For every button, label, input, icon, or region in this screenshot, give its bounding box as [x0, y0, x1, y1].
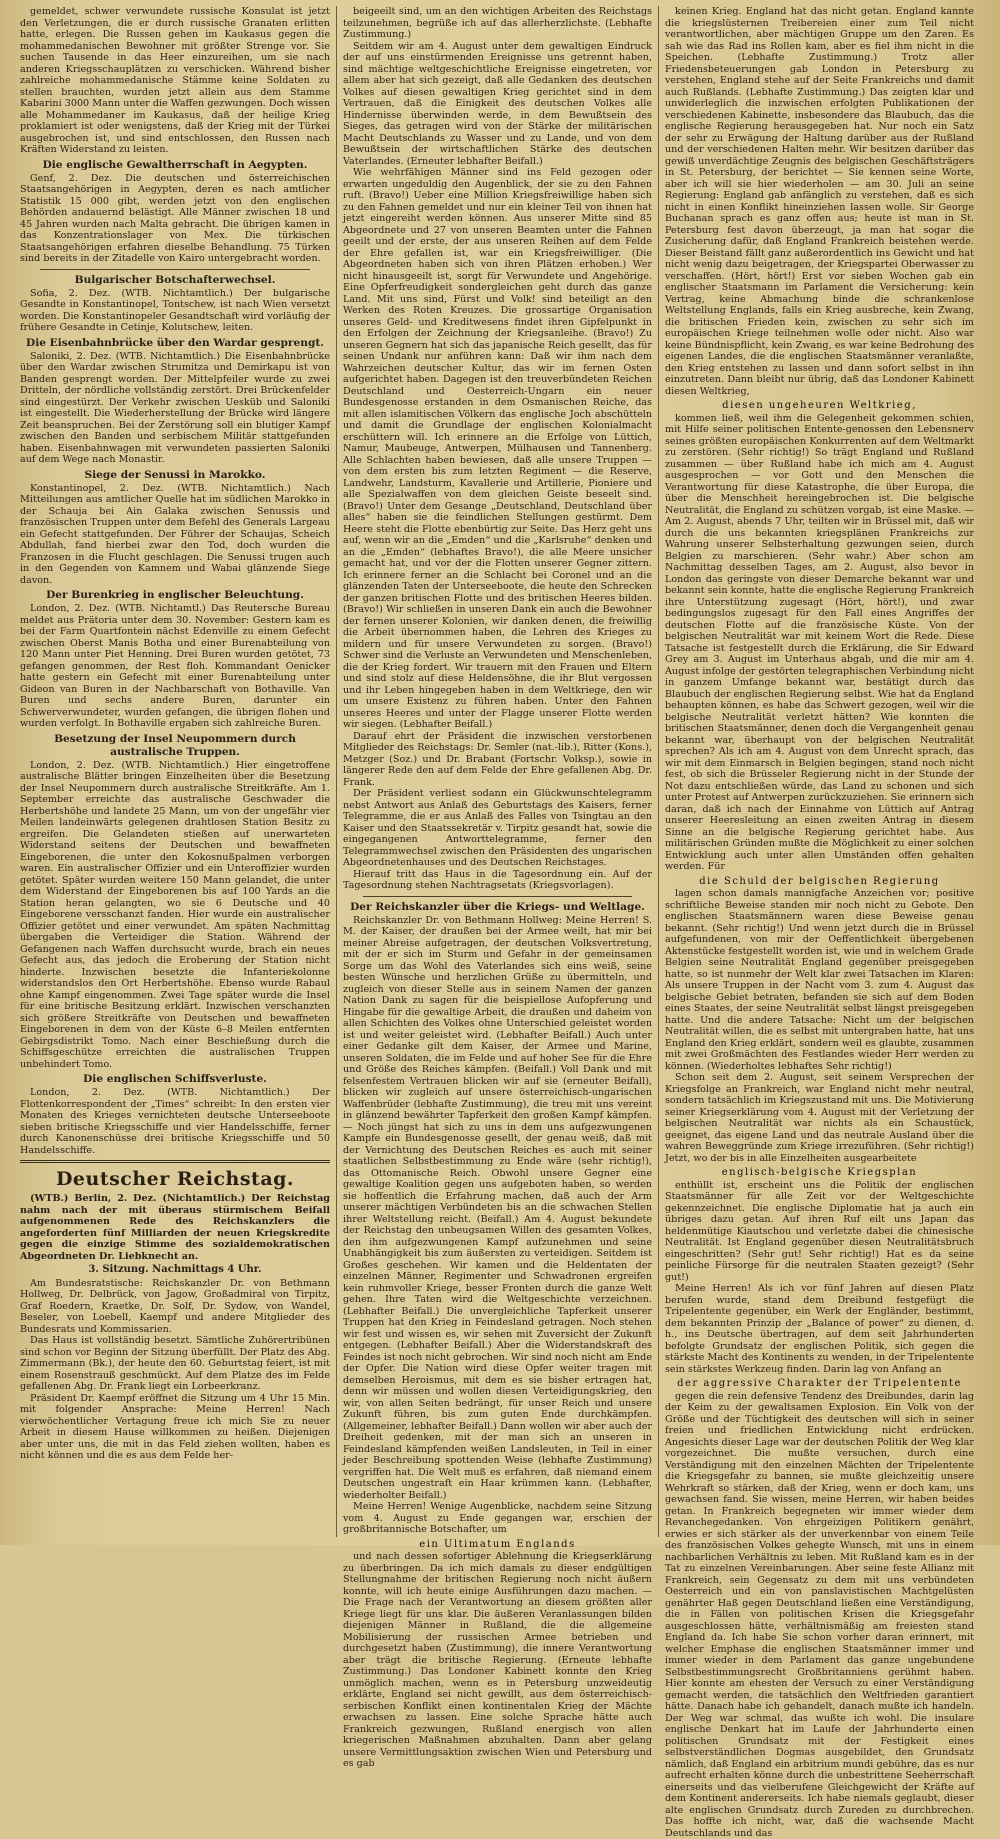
- article-text: Hierauf tritt das Haus in die Tagesordnung ein. Auf der Tagesordnung stehen Nachtragsetats (Kriegsvorlagen).: [343, 869, 652, 892]
- article-text: keinen Krieg. England hat das nicht getan. England kannte die kriegslüsternen Treibereien einer zum Teil nicht verantwortlichen, aber mächtigen Gruppe um den Zaren. Es sah wie das Rad ins Rollen kam, aber es fiel ihm nicht in die Speichen. (Lebhafte Zustimmung.) Trotz aller Friedensbeteuerungen gab London in Petersburg zu verstehen, England stehe auf der Seite Frankreichs und damit auch Rußlands. (Lebhafte Zustimmung.) Das zeigten klar und unwiderleglich die inzwischen erfolgten Publikationen der verschiedenen Kabinette, insbesondere das Blaubuch, das die englische Regierung herausgegeben hat. Nur noch ein Satz der sehr zu Erwägung der Haltung darüber aus der Rußland und der verschiedenen Halten mehr. Wir besitzen darüber das gewiß unverdächtige Zeugnis des belgischen Geschäftsträgers in St. Petersburg, der berichtet — Sie kennen seine Worte, aber ich will sie hier wiederholen — am 30. Juli an seine Regierung: England gab anfänglich zu verstehen, daß es sich nicht in einen Konflikt hineinziehen lassen wolle. Sir George Buchanan sprach es ganz offen aus; heute ist man in St. Petersburg fest davon überzeugt, ja man hat sogar die Zusicherung dafür, daß England Frankreich beistehen werde. Dieser Beistand fällt ganz außerordentlich ins Gewicht und hat nicht wenig dazu beigetragen, der Kriegspartei Oberwasser zu verschaffen. (Hört, hört!) Erst vor sieben Wochen gab ein englischer Staatsmann im Parlament die Versicherung: kein Vertrag, keine Abmachung binde die schrankenlose Weltstellung Englands, falls ein Krieg ausbreche, kein Zwang, die britischen Frieden kein, zwischen zu sehr sich im europäischen Kriege teilnehmen wolle oder nicht. Also war keine Bündnispflicht, kein Zwang, es war keine Bedrohung des eigenen Landes, die die englischen Staatsmänner veranlaßte, den Krieg entstehen zu lassen und dann sofort selbst in ihn einzutreten. Dann bleibt nur übrig, daß das Londoner Kabinett diesen Weltkrieg,: [665, 6, 974, 397]
- column-2: [336, 6, 658, 1537]
- article-text: Genf, 2. Dez. Die deutschen und österreichischen Staatsangehörigen in Aegypten, deren es nach amtlicher Statistik 15 000 gibt, werden jetzt von den englischen Behörden andauernd belästigt. Alle Männer zwischen 18 und 45 Jahren wurden nach Malta gebracht. Die übrigen kamen in das Konzentrationslager von Mex. Die türkischen Staatsangehörigen erfahren dieselbe Behandlung. 75 Türken sind bereits in der Zitadelle von Kairo untergebracht worden.: [20, 173, 330, 265]
- article-text: Reichskanzler Dr. von Bethmann Hollweg: Meine Herren! S. M. der Kaiser, der draußen bei der Armee weilt, hat mir bei meiner Abreise aufgetragen, der deutschen Volksvertretung, mit der er sich im Sturm und Gefahr in der gemeinsamen Sorge um das Wohl des Vaterlandes sich eins weiß, seine besten Wünsche und herzlichen Grüße zu übermitteln, und zugleich von dieser Stelle aus in seinem Namen der ganzen Nation Dank zu sagen für die beispiellose Aufopferung und Hingabe für die gewaltige Arbeit, die draußen und daheim von allen Schichten des Volkes ohne Unterschied geleistet worden ist und weiter geleistet wird. (Lebhafter Beifall.) Auch unter einer Gedanke gilt dem Kaiser, der Armee und Marine, unseren Soldaten, die im Felde und auf hoher See für die Ehre und Größe des Reiches kämpfen. (Beifall.) Voll Dank und mit felsenfestem Vertrauen blicken wir auf sie (erneuter Beifall), blicken wir zugleich auf unsere österreichisch-ungarischen Waffenbrüder (lebhafte Zustimmung), die treu mit uns vereint in glänzend bewährter Tapferkeit den großen Kampf kämpfen. — Noch jüngst hat sich zu uns in dem uns aufgezwungenen Kampfe ein Bundesgenosse gesellt, der genau weiß, daß mit der Vernichtung des Deutschen Reiches es auch mit seiner staatlichen Selbstbestimmung zu Ende wäre (sehr richtig!), das Ottomanische Reich. Obwohl unsere Gegner eine gewaltige Koalition gegen uns aufgeboten haben, so werden sie hoffentlich die Erfahrung machen, daß auch der Arm unserer mächtigen Verbündeten bis an die schwachen Stellen ihrer Weltstellung reicht. (Beifall.) Am 4. August bekundete der Reichstag den unbeugsamen Willen des gesamten Volkes, den ihm aufgezwungenen Kampf aufzunehmen und seine Unabhängigkeit bis zum äußersten zu verteidigen. Seitdem ist Großes geschehen. Wir kamen und die Heldentaten der einzelnen Männer, Regimenter und Schwadronen ergreifen kein ruhmvoller Kriege, besser Fronten durch die ganze Welt gehen. Ihre Taten wird die Weltgeschichte verzeichnen. (Lebhafter Beifall.) Die unvergleichliche Tapferkeit unserer Truppen hat den Krieg in Feindesland getragen. Noch stehen wir fest und wissen es, wir sehen mit Zuversicht der Zukunft entgegen. (Lebhafter Beifall.) Aber die Widerstandskraft des Feindes ist noch nicht gebrochen. Wir sind noch nicht am Ende der Opfer. Die Nation wird diese Opfer weiter tragen mit demselben Heroismus, mit dem es sie bisher ertragen hat, denn wir müssen und wollen diesen Verteidigungskrieg, den wir, von allen Seiten bedrängt, für unser Reich und unsere Zukunft führen, bis zum guten Ende durchkämpfen. (Allgemeiner, lebhafter Beifall.) Dann wollen wir aber auch der Dreiheit gedenken, mit der man sich an unseren in Feindesland kämpfenden weißen Landsleuten, in Teil in einer jeder Beschreibung spottenden Weise (lebhafte Zustimmung) vergriffen hat. Die Welt muß es erfahren, daß niemand einem Deutschen ungestraft ein Haar krümmen kann. (Lebhafter, wiederholter Beifall.): [343, 915, 652, 1502]
- article-text: Sofia, 2. Dez. (WTB. Nichtamtlich.) Der bulgarische Gesandte in Konstantinopel, Tontschew, ist nach Wien versetzt worden. Die Konstantinopeler Gesandtschaft wird vorläufig der frühere Gesandte in Cetinje, Kolutschew, leiten.: [20, 288, 330, 334]
- headline-neupommern: Besetzung der Insel Neupommern durch australische Truppen.: [20, 733, 330, 759]
- article-text: Präsident Dr. Kaempf eröffnet die Sitzung um 4 Uhr 15 Min. mit folgender Ansprache: Meine Herren! Nach vierwöchentlicher Vertagung freue ich mich Sie zu neuer Arbeit in diesem Hause willkommen zu heißen. Diejenigen aber unter uns, die mit in das Feld ziehen wollten, haben es nicht können und die es aus dem Felde her-: [20, 1393, 330, 1462]
- article-text: Am Bundesratstische: Reichskanzler Dr. von Bethmann Hollweg, Dr. Delbrück, von Jagow, Großadmiral von Tirpitz, Graf Roedern, Kraetke, Dr. Solf, Dr. Sydow, von Wandel, Beseler, von Loebell, Kaempf und andere Mitglieder des Bundesrats und Kommissarien.: [20, 1278, 330, 1336]
- article-text: London, 2. Dez. (WTB. Nichtamtl.) Das Reutersche Bureau meldet aus Prätoria unter dem 30. November: Gestern kam es bei der Farm Quartfontein nächst Edenville zu einem Gefecht zwischen Oberst Manis Botha und einer Burenabteilung von 120 Mann unter Piet Henning. Drei Buren wurden getötet, 73 gefangen genommen, der Rest floh. Kommandant Oenicker hatte gestern ein Gefecht mit einer Burenabteilung unter Gideon van Buren in der Nachbarschaft von Bothaville. Van Buren und sechs andere Buren, darunter ein Schwerverwundeter, wurden gefangen, die übrigen flohen und wurden verfolgt. In Bothaville ergaben sich zahlreiche Buren.: [20, 603, 330, 730]
- headline-senussi: Siege der Senussi in Marokko.: [20, 469, 330, 482]
- article-text: gegen die rein defensive Tendenz des Dreibundes, darin lag der Keim zu der gewaltsamen Explosion. Ein Volk von der Größe und der Tüchtigkeit des deutschen will sich in seiner freien und friedlichen Entwicklung nicht erdrücken. Angesichts dieser Lage war der deutschen Politik der Weg klar vorgezeichnet. Die mußte versuchen, durch eine Verständigung mit den einzelnen Mächten der Tripelentente die Kriegsgefahr zu bannen, sie mußte gleichzeitig unsere Wehrkraft so stärken, daß der Krieg, wenn er doch kam, uns gewachsen fand. Sie wissen, meine Herren, wir haben beides getan. In Frankreich begegneten wir immer wieder dem Revanchegedanken. Von ehrgeizigen Politikern genährt, erwies er sich stärker als der unverkennbar von einem Teile des französischen Volkes gehegte Wunsch, mit uns in einem nachbarlichen Verhältnis zu leben. Mit Rußland kam es in der Tat zu einzelnen Vereinbarungen. Aber seine feste Allianz mit Frankreich, sein Gegensatz zu dem mit uns verbündeten Oesterreich und ein von panslavistischen Machtgelüsten genährter Haß gegen Deutschland ließen eine Verständigung, die in Fällen von politischen Krisen die Kriegsgefahr ausgeschlossen hätte, verhältnismäßig am freiesten stand England da. Ich habe Sie schon vorher daran erinnert, mit welcher Emphase die englischen Staatsmänner immer und immer wieder in dem Parlament das ganze ungebundene Selbstbestimmungsrecht Großbritanniens gerühmt haben. Hier konnte am ehesten der Versuch zu einer Verständigung gemacht werden, die tatsächlich den Weltfrieden garantiert hätte. Danach habe ich gehandelt, danach mußte ich handeln. Der Weg war schmal, das wußte ich wohl. Die insulare englische Denkart hat im Laufe der Jahrhunderte einen politischen Grundsatz mit der Festigkeit eines selbstverständlichen Dogmas ausgebildet, den Grundsatz nämlich, daß England ein arbitrium mundi gebühre, das es nur aufrecht erhalten könne durch die unbestrittene Seeherrschaft einerseits und das vielberufene Gleichgewicht der Kräfte auf dem Kontinent andererseits. Ich habe niemals geglaubt, dieser alte englischen Grundsatz durch Zureden zu durchbrechen. Das hoffte ich nicht, war, daß die wachsende Macht Deutschlands und das: [665, 1391, 974, 1839]
- article-text: Saloniki, 2. Dez. (WTB. Nichtamtlich.) Die Eisenbahnbrücke über den Wardar zwischen Strumitza und Demirkapu ist von Banden gesprengt worden. Der Mittelpfeiler wurde zu zwei Dritteln, der nördliche vollständig zerstört. Drei Brückenfelder sind eingestürzt. Der Verkehr zwischen Uesküb und Saloniki ist eingestellt. Die Wiederherstellung der Brücke wird längere Zeit beanspruchen. Bei der Zerstörung soll ein blutiger Kampf zwischen den Banden und serbischem Militär stattgefunden haben. Eisenbahnwagen mit verwundeten passierten Saloniki auf dem Wege nach Monastir.: [20, 351, 330, 466]
- article-text: Schon seit dem 2. August, seit seinem Versprechen der Kriegsfolge an Frankreich, war England nicht mehr neutral, sondern tatsächlich im Kriegszustand mit uns. Die Motivierung seiner Kriegserklärung vom 4. August mit der Verletzung der belgischen Neutralität war nichts als ein Schaustück, geeignet, das eigene Land und das neutrale Ausland über die wahren Beweggründe zum Kriege irrezuführen. (Sehr richtig!) Jetzt, wo der bis in alle Einzelheiten ausgearbeitete: [665, 1072, 974, 1164]
- divider: [40, 269, 310, 270]
- article-text: Das Haus ist vollständig besetzt. Sämtliche Zuhörertribünen sind schon vor Beginn der Sitzung überfüllt. Der Platz des Abg. Zimmermann (Bk.), der heute den 60. Geburtstag feiert, ist mit einem Rosenstrauß geschmückt. Auf dem Platze des im Felde gefallenen Abg. Dr. Frank liegt ein Lorbeerkranz.: [20, 1335, 330, 1393]
- session-label: 3. Sitzung. Nachmittags 4 Uhr.: [20, 1264, 330, 1276]
- column-1: [14, 6, 336, 1537]
- article-text: Der Präsident verliest sodann ein Glückwunschtelegramm nebst Antwort aus Anlaß des Geburtstags des Kaisers, ferner Telegramme, die er aus Anlaß des Falles von Tsingtau an den Kaiser und den Staatssekretär v. Tirpitz gesandt hat, sowie die eingegangenen Antworttelegramme, ferner den Telegrammwechsel zwischen den Präsidenten des ungarischen Abgeordnetenhauses und des Deutschen Reichstages.: [343, 788, 652, 869]
- subhead-schuld: die Schuld der belgischen Regierung: [665, 876, 974, 888]
- article-text: gemeldet, schwer verwundete russische Konsulat ist jetzt den Verletzungen, die er durch russische Granaten erlitten hatte, erlegen. Die Russen gehen im Kaukasus gegen die mohammedanischen Bewohner mit größter Strenge vor. Sie suchen Tausende in das Heer einzureihen, um sie nach anderen Kriegsschauplätzen zu verschicken. Während bisher zahlreiche mohammedanische Stämme keine Soldaten zu stellen brauchten, wurden jetzt allein aus dem Stamme Kabarini 3000 Mann unter die Waffen gezwungen. Doch wissen alle Mohammedaner im Kaukasus, daß der heilige Krieg proklamiert ist oder wenigstens, daß der Krieg mit der Türkei ausgebrochen ist, und sind entschlossen, den Russen nach Kräften Widerstand zu leisten.: [20, 6, 330, 156]
- column-container: [14, 6, 986, 1537]
- article-text: Wie wehrfähigen Männer sind ins Feld gezogen oder erwarten ungeduldig den Augenblick, der sie zu den Fahnen ruft. (Bravo!) Ueber eine Million Kriegsfreiwillige haben sich zu den Fahnen gemeldet und nur ein kleiner Teil von ihnen hat jetzt eingereiht werden können. Aus unserer Mitte sind 85 Abgeordnete und 27 von unseren Beamten unter die Fahnen geeilt und der erste, der aus unseren Reihen auf dem Felde der Ehre gefallen ist, war ein Kriegsfreiwilliger. (Die Abgeordneten haben sich von ihren Plätzen erhoben.) Wer nicht hinausgeeilt ist, sorgt für Verwundete und Angehörige. Eine Opferfreudigkeit sondergleichen geht durch das ganze Land. Mit uns sind, Fürst und Volk! sind beteiligt an den Werken des Roten Kreuzes. Die grossartige Organisation unseres Geld- und Kreditwesens findet ihren Gipfelpunkt in den Erfolgen der Zeichnung der Kriegsanleihe. (Bravo!) Zu unseren Gegnern hat sich das japanische Reich gesellt, das für seinen Undank nur anführen kann: Daß wir ihm nach dem Wahrzeichen deutscher Kultur, das wir im fernen Osten aufgerichtet haben. Dagegen ist den treuverbündeten Reichen Deutschland und Oesterreich-Ungarn ein neuer Bundesgenosse erstanden in dem Osmanischen Reiche, das mit allen islamitischen Völkern das englische Joch abschütteln und damit die Grundlage der englischen Kolonialmacht erschüttern will. Ich erinnere an die Erfolge von Lüttich, Namur, Maubeuge, Antwerpen, Mülhausen und Tannenberg. Alle Schlachten haben bewiesen, daß alle unsere Truppen — von dem ersten bis zum letzten Regiment — die Reserve, Landwehr, Landsturm, Kavallerie und Artillerie, Pioniere und alle Spezialwaffen von dem gleichen Geiste beseelt sind. (Bravo!) Unter dem Gesange „Deutschland, Deutschland über alles“ haben sie die feindlichen Stellungen gestürmt. Dem Heere steht die Flotte ebenbürtig zur Seite. Das Herz geht uns auf, wenn wir an die „Emden“ und die „Karlsruhe“ denken und an die „Emden“ (lebhaftes Bravo!), die alle Meere unsicher gemacht hat, und vor der die Flotten unserer Gegner zittern. Ich erinnere ferner an die Schlacht bei Coronel und an die glänzenden Taten der Unterseeboote, die heute den Schrecken der ganzen britischen Flotte und des britischen Heeres bilden. (Bravo!) Wir schließen in unseren Dank ein auch die Bewohner der fernen unserer Kolonien, wir danken denen, die freiwillig die Arbeit übernommen haben, die Lehren des Krieges zu mildern und für unsere Verwundeten zu sorgen. (Bravo!) Schwer sind die Verluste an Verwundeten und Menschenleben, die der Krieg fordert. Wir trauern mit den Frauen und Eltern und sind stolz auf diese Heldensöhne, die ihr Blut vergossen und ihr Leben hingegeben haben in dem Weltkriege, den wir um unsere Existenz zu führen haben. Unter den Fahnen unseres Heeres und unter der Flagge unserer Flotte werden wir siegen. (Lebhafter Beifall.): [343, 167, 652, 731]
- subhead-ultimatum: ein Ultimatum Englands: [343, 1539, 652, 1551]
- article-text: London, 2. Dez. (WTB. Nichtamtlich.) Der Flottenkorrespondent der „Times“ schreibt: In den ersten vier Monaten des Krieges vernichteten deutsche Unterseeboote sieben britische Kriegsschiffe und vier Handelsschiffe, ferner durch Kanonenschüsse drei britische Kriegsschiffe und 50 Handelsschiffe.: [20, 1087, 330, 1156]
- subhead-tripelentente: der aggressive Charakter der Tripelentente: [665, 1378, 974, 1390]
- article-text: beigeeilt sind, um an den wichtigen Arbeiten des Reichstags teilzunehmen, begrüße ich auf das allerherzlichste. (Lebhafte Zustimmung.): [343, 6, 652, 41]
- article-lead: (WTB.) Berlin, 2. Dez. (Nichtamtlich.) Der Reichstag nahm nach der mit überaus stürmischem Beifall aufgenommenen Rede des Reichskanzlers die angeforderten fünf Milliarden der neuen Kriegskredite gegen die einzige Stimme des sozialdemokratischen Abgeordneten Dr. Liebknecht an.: [20, 1193, 330, 1262]
- headline-aegypten: Die englische Gewaltherrschaft in Aegypten.: [20, 159, 330, 172]
- headline-wardar: Die Eisenbahnbrücke über den Wardar gesprengt.: [20, 337, 330, 350]
- subhead-weltkrieg: diesen ungeheuren Weltkrieg,: [665, 400, 974, 412]
- article-text: London, 2. Dez. (WTB. Nichtamtlich.) Hier eingetroffene australische Blätter bringen Einzelheiten über die Besetzung der Insel Neupommern durch australische Streitkräfte. Am 1. September erreichte das australische Geschwader die Herbertshöhe und landete 25 Mann, um von der ungefähr vier Meilen landeinwärts gelegenen drahtlosen Station Besitz zu ergreifen. Die Gelandeten stießen auf unerwarteten Widerstand seitens der Deutschen und bewaffneten Eingeborenen, die unter den Kokosnußpalmen verborgen waren. Ein australischer Offizier und ein Unteroffizier wurden getötet. Später wurden weitere 150 Mann gelandet, die unter dem Widerstand der Eingeborenen bis auf 100 Yards an die Station heran gelangten, wo sie 6 Deutsche und 40 Eingeborene versschanzt fanden. Hier wurde ein australischer Offizier getötet und einer verwundet. Am späten Nachmittag übergaben die Verteidiger die Station. Während der Gefangenen nach Waffen durchsucht wurde, brach ein neues Gefecht aus, das jedoch die Eroberung der Station nicht hinderte. Inzwischen besetzte die Infanteriekolonne widerstandslos den Ort Herbertshöhe. Ebenso wurde Rabaul ohne Kampf eingenommen. Zwei Tage später wurde die Insel für eine britische Besitzung erklärt. Inzwischen verschanzten sich größere Streitkräfte von Deutschen und bewaffneten Eingeborenen in dem von der Küste 6–8 Meilen entfernten Gebirgsdistrikt Tomo. Nach einer Beschießung durch die Schiffsgeschütze erreichten die australischen Truppen unbehindert Tomo.: [20, 760, 330, 1071]
- subhead-kriegsplan: englisch-belgische Kriegsplan: [665, 1167, 974, 1179]
- divider: [363, 896, 632, 897]
- headline-botschafterwechsel: Bulgarischer Botschafterwechsel.: [20, 274, 330, 287]
- section-divider: [20, 1160, 330, 1163]
- headline-burenkrieg: Der Burenkrieg in englischer Beleuchtung.: [20, 589, 330, 602]
- article-text: Konstantinopel, 2. Dez. (WTB. Nichtamtlich.) Nach Mitteilungen aus amtlicher Quelle hat im südlichen Marokko in der Schauja bei Ain Galaka zwischen Senussis und französischen Truppen unter dem Befehl des Generals Largeau ein Gefecht stattgefunden. Der Führer der Schaujas, Scheich Abdullah, fand hierbei zwar den Tod, doch wurden die Franzosen in die Flucht geschlagen. Die Senussi trugen auch in den Gegenden von Kamnem und Wabai glänzende Siege davon.: [20, 483, 330, 587]
- column-3: [658, 6, 980, 1537]
- article-text: enthüllt ist, erscheint uns die Politik der englischen Staatsmänner für alle Zeit vor der Weltgeschichte gekennzeichnet. Die englische Diplomatie hat ja auch ein übriges dazu getan. Auf ihren Ruf eilt uns Japan das heldenmütige Kiautschou und verletzte dabei die chinesische Neutralität. Ist England gegenüber diesen Neutralitätsbruch eingeschritten? (Sehr gut! Sehr richtig!) Hat es da seine peinliche Fürsorge für die neutralen Staaten gezeigt? (Sehr gut!): [665, 1180, 974, 1284]
- article-text: Seitdem wir am 4. August unter dem gewaltigen Eindruck der auf uns einstürmenden Ereignisse uns getrennt haben, sind mächtige weltgeschichtliche Ereignisse eingetreten, vor allem aber hat sich gezeigt, daß alle Gedanken des deutschen Volkes auf diesen gewaltigen Krieg gerichtet sind in dem Vertrauen, daß die Einigkeit des deutschen Volkes alle Hindernisse überwinden werde, in dem Bewußtsein des Sieges, das getragen wird von der Stärke der militärischen Macht Deutschlands zu Wasser und zu Lande, und von dem Bewußtsein der wirtschaftlichen Stärke des deutschen Vaterlandes. (Erneuter lebhafter Beifall.): [343, 41, 652, 168]
- article-text: Darauf ehrt der Präsident die inzwischen verstorbenen Mitglieder des Reichstags: Dr. Semler (nat.-lib.), Ritter (Kons.), Metzger (Soz.) und Dr. Brabant (Fortschr. Volksp.), sowie in längerer Rede den auf dem Felde der Ehre gefallenen Abg. Dr. Frank.: [343, 731, 652, 789]
- article-text: Meine Herren! Als ich vor fünf Jahren auf diesen Platz berufen wurde, stand dem Dreibund festgefügt die Tripelentente gegenüber, ein Werk der Engländer, bestimmt, dem bekannten Prinzip der „Balance of power“ zu dienen, d. h., ins Deutsche übertragen, auf dem seit Jahrhunderten befolgte Grundsatz der englischen Politik, sich gegen die stärkste Macht des Kontinents zu wenden, in der Tripelentente sein stärkstes Werkzeug finden. Darin lag von Anfang an: [665, 1283, 974, 1375]
- headline-reichskanzler: Der Reichskanzler über die Kriegs- und Weltlage.: [343, 901, 652, 914]
- article-text: und nach dessen sofortiger Ablehnung die Kriegserklärung zu überbringen. Da ich mich damals zu dieser endgültigen Stellungnahme der britischen Regierung noch nicht äußern konnte, will ich heute einige Ausführungen dazu machen. — Die Frage nach der Verantwortung an diesem größten aller Kriege liegt für uns klar. Die äußeren Veranlassungen bilden diejenigen Männer in Rußland, die die allgemeine Mobilisierung der russischen Armee betrieben und durchgesetzt haben (Zustimmung), die innere Verantwortung aber trägt die britische Regierung. (Erneute lebhafte Zustimmung.) Das Londoner Kabinett konnte den Krieg unmöglich machen, wenn es in Petersburg unzweideutig erklärte, England sei nicht gewillt, aus dem österreichisch-serbischen Konflikt einen kontinentalen Krieg der Mächte erwachsen zu lassen. Eine solche Sprache hätte auch Frankreich gezwungen, Rußland energisch von allen kriegerischen Maßnahmen abzuhalten. Dann aber gelang unsere Vermittlungsaktion zwischen Wien und Petersburg und es gab: [343, 1551, 652, 1770]
- headline-schiffsverluste: Die englischen Schiffsverluste.: [20, 1073, 330, 1086]
- article-text: lagen schon damals mannigfache Anzeichen vor; positive schriftliche Beweise standen mir noch nicht zu Gebote. Den englischen Staatsmännern waren diese Beweise genau bekannt. (Sehr richtig!) Und wenn jetzt durch die in Brüssel aufgefundenen, von mir der Oeffentlichkeit übergebenen Aktenstücke festgestellt worden ist, wie und in welchem Grade Belgien seine Neutralität England gegenüber preisgegeben hatte, so ist nunmehr der Welt klar zwei Tatsachen im Klaren: Als unsere Truppen in der Nacht vom 3. zum 4. August das belgische Gebiet betraten, befanden sie sich auf dem Boden eines Staates, der seine Neutralität selbst längst preisgegeben hatte. Und die andere Tatsache: Nicht um der belgischen Neutralität willen, die es selbst mit untergraben hatte, hat uns England den Krieg erklärt, sondern weil es glaubte, zusammen mit zwei Großmächten des Festlandes wieder Herr werden zu können. (Wiederholtes lebhaftes Sehr richtig!): [665, 888, 974, 1072]
- article-text: Meine Herren! Wenige Augenblicke, nachdem seine Sitzung vom 4. August zu Ende gegangen war, erschien der großbritannische Botschafter, um: [343, 1501, 652, 1536]
- article-text: kommen ließ, weil ihm die Gelegenheit gekommen schien, mit Hilfe seiner politischen Entente-genossen den Lebensnerv seines größten europäischen Konkurrenten auf dem Weltmarkt zu zerstören. (Sehr richtig!) So trägt England und Rußland zusammen — über Rußland habe ich mich am 4. August ausgesprochen — vor Gott und den Menschen die Verantwortung für diese Katastrophe, die über Europa, die über die Menschheit hereingebrochen ist. Die belgische Neutralität, die England zu schützen vorgab, ist eine Maske. — Am 2. August, abends 7 Uhr, teilten wir in Brüssel mit, daß wir durch die uns bekannten kriegsplänen Frankreichs zur Wahrung unserer Selbsterhaltung gezwungen seien, durch Belgien zu marschieren. (Sehr wahr.) Aber schon am Nachmittag desselben Tages, am 2. August, also bevor in London das geringste von dieser Demarche bekannt war und bekannt sein konnte, hatte die englische Regierung Frankreich ihre Unterstützung zugesagt (Hört, hört!), und zwar bedingungslos zugesagt für den Fall eines Angriffes der deutschen Flotte auf die französische Küste. Von der belgischen Neutralität war mit keinem Wort die Rede. Diese Tatsache ist festgestellt durch die Erklärung, die Sir Edward Grey am 3. August im Unterhaus abgab, und die mir am 4. August infolge der gestörten telegraphischen Verbindung nicht in ganzem Umfange bekannt war, bestätigt durch das Blaubuch der englischen Regierung selbst. Wie hat da England behaupten können, es habe das Schwert gezogen, weil wir die belgische Neutralität verletzt hätten? Wie konnten die britischen Staatsmänner, denen doch die Vergangenheit genau bekannt war, überhaupt von der belgischen Neutralität sprechen? Als ich am 4. August von dem Unrecht sprach, das wir mit dem Einmarsch in Belgien begingen, stand noch nicht fest, ob sich die Brüsseler Regierung nicht in der Stunde der Not dazu entschließen würde, das Land zu schonen und sich unter Protest auf Antwerpen zurückzuziehen. Sie erinnern sich daran, daß ich nach der Einnahme von Lüttich auf Antrag unserer Heeresleitung an einen zweiten Antrag in diesem Sinne an die belgische Regierung gerichtet habe. Aus militärischen Gründen mußte die Möglichkeit zu einer solchen Entwicklung auch unter allen Umständen offen gehalten werden. Für: [665, 413, 974, 873]
- headline-reichstag: Deutscher Reichstag.: [20, 1167, 330, 1191]
